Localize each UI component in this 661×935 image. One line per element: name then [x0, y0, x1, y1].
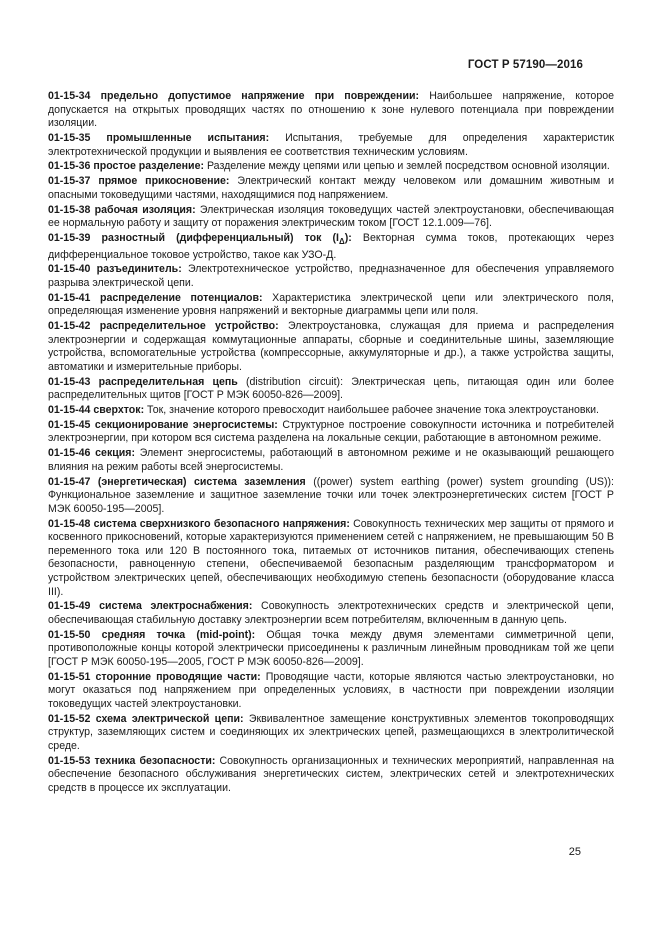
- term-entry: 01-15-53 техника безопасности: Совокупность организационных и технических мероприятий, направленная на обеспечение безопасного обслуживания энергетических систем, электрических сетей и электротехнических средств в процессе их эксплуатации.: [48, 754, 614, 794]
- term-number: 01-15-47: [48, 475, 91, 488]
- term-definition: Элемент энергосистемы, работающий в автономном режиме и не оказывающий решающего влияния на режим работы всей энергосистемы.: [48, 447, 614, 473]
- term-name: сторонние проводящие части: [95, 670, 258, 683]
- term-number: 01-15-39: [48, 231, 91, 244]
- term-number: 01-15-50: [48, 628, 91, 641]
- term-number: 01-15-42: [48, 320, 91, 333]
- term-number: 01-15-35: [48, 131, 91, 144]
- term-definition: Наибольшее напряжение, которое допускается на открытых проводящих частях по отношению к зоне нулевого потенциала при повреждении изоляции.: [48, 90, 614, 130]
- term-number: 01-15-48: [48, 517, 91, 530]
- term-number: 01-15-52: [48, 712, 91, 725]
- term-name: разъединитель: [96, 263, 179, 276]
- term-name: схема электрической цепи: [95, 712, 241, 725]
- term-entry: 01-15-42 распределительное устройство: Электроустановка, служащая для приема и распределения электроэнергии и содержащая коммутационные аппараты, сборные и соединительные шины, заземляющие устройства, вспомогательные устройства (компрессорные, аккумуляторные и др.), а также устройства защиты, автоматики и измерительные приборы.: [48, 320, 614, 373]
- term-definition: Электрический контакт между человеком или домашним животным и опасными токоведущими частями, находящимися под напряжением.: [48, 175, 614, 201]
- term-entry: [48, 476, 614, 517]
- term-name: простое разделение: [93, 160, 201, 173]
- term-name: система сверхнизкого безопасного напряжения: [93, 517, 347, 530]
- term-english-equivalent: (distribution circuit):: [245, 375, 352, 388]
- term-definition: Эквивалентное замещение конструктивных элементов токопроводящих структур, заземляющих систем и соединяющих их электрических цепей, размещающихся в электролитической среде.: [48, 712, 614, 752]
- term-number: 01-15-49: [48, 600, 91, 613]
- term-entry: 01-15-48 система сверхнизкого безопасного напряжения: Совокупность технических мер защиты от прямого и косвенного прикосновений, которые характеризуются применением сетей с напряжением, не превышающим 50 В переменного тока или 120 В постоянного тока, питаемых от источников питания, обеспечивающих степень безопасности, равноценную степени, обеспечиваемой безопасным разделяющим трансформатором и устройством электрических цепей, обеспечивающих необходимую степень безопасности (оборудование класса III).: [48, 517, 614, 598]
- term-number: 01-15-34: [48, 90, 91, 102]
- term-entry: 01-15-36 простое разделение: Разделение между цепями или цепью и землей посредством основной изоляции.: [48, 160, 610, 173]
- term-entry: 01-15-46 секция: Элемент энергосистемы, работающий в автономном режиме и не оказывающий решающего влияния на режим работы всей энергосистемы.: [48, 447, 614, 473]
- term-number: 01-15-51: [48, 670, 91, 683]
- term-definition: Совокупность электротехнических средств и электрической цепи, обеспечивающая стабильную доставку электроэнергии всем потребителям, включенным в данную цепь.: [48, 600, 614, 626]
- term-definition: Проводящие части, которые являются частью электроустановки, но могут оказаться под напряжением при определенных условиях, в частности при повреждении изоляции токоведущих частей электроустановки.: [48, 670, 614, 710]
- term-subscript: Δ: [338, 236, 345, 246]
- term-entry: 01-15-45 секционирование энергосистемы: Структурное построение совокупности источника и потребителей электроэнергии, при котором вся система разделена на локальные секции, работающие в автономном режиме.: [48, 418, 614, 445]
- term-entry: 01-15-35 промышленные испытания: Испытания, требуемые для определения характеристик электротехнической продукции и выявления ее соответствия техническим условиям.: [48, 131, 614, 158]
- term-entry: 01-15-39 разностный (дифференциальный) ток $(I_\Delta)$: Векторная сумма токов, протекающих через дифференциальное токовое устройство, такое как УЗО-Д.: [48, 231, 614, 261]
- term-definition: Электроустановка, служащая для приема и распределения электроэнергии и содержащая коммутационные аппараты, сборные и соединительные шины, заземляющие устройства, вспомогательные устройства (компрессорные, аккумуляторные и др.), а также устройства защиты, автоматики и измерительные приборы.: [48, 320, 614, 373]
- term-definition: Электротехническое устройство, предназначенное для обеспечения управляемого разрыва электрической цепи.: [48, 263, 614, 289]
- term-number: 01-15-43: [48, 375, 91, 388]
- term-number: 01-15-46: [48, 447, 91, 460]
- standard-header: ГОСТ Р 57190—2016: [467, 59, 583, 71]
- term-definition: Электрическая цепь, питающая один или более распределительных щитов [ГОСТ Р МЭК 60050-826—2009].: [48, 375, 614, 402]
- term-name: система электроснабжения: [99, 600, 249, 613]
- page-number: 25: [568, 846, 581, 858]
- term-definition: Характеристика электрической цепи или электрического поля, определяющая изменение уровня напряжений и векторные диаграммы цепи или поля.: [48, 291, 614, 318]
- term-entry: 01-15-40 разъединитель: Электротехническое устройство, предназначенное для обеспечения управляемого разрыва электрической цепи.: [48, 263, 614, 289]
- term-name: средняя точка (mid-point): [101, 628, 252, 641]
- term-entry: 01-15-51 сторонние проводящие части: Проводящие части, которые являются частью электроустановки, но могут оказаться под напряжением при определенных условиях, в частности при повреждении изоляции токоведущих частей электроустановки.: [48, 670, 614, 710]
- term-number: 01-15-38: [48, 203, 91, 216]
- term-name: секционирование энергосистемы: [94, 418, 275, 431]
- term-name: промышленные испытания: [106, 131, 266, 144]
- term-definition: Совокупность технических мер защиты от прямого и косвенного прикосновений, которые характеризуются применением сетей с напряжением, не превышающим 50 В переменного тока или 120 В постоянного тока, питаемых от источников питания, обеспечивающих степень безопасности, равноценную степени, обеспечиваемой безопасным разделяющим трансформатором и устройством электрических цепей, обеспечивающих необходимую степень безопасности (оборудование класса III).: [48, 517, 614, 598]
- term-entry: 01-15-34 предельно допустимое напряжение при повреждении: Наибольшее напряжение, которое допускается на открытых проводящих частях по отношению к зоне нулевого потенциала при повреждении изоляции.: [48, 90, 614, 130]
- term-definition: Испытания, требуемые для определения характеристик электротехнической продукции и выявления ее соответствия техническим условиям.: [48, 131, 614, 158]
- term-entry: 01-15-38 рабочая изоляция: Электрическая изоляция токоведущих частей электроустановки, обеспечивающая ее нормальную работу и защиту от поражения электрическим током [ГОСТ 12.1.009—76].: [48, 203, 614, 230]
- term-number: 01-15-36: [48, 160, 91, 173]
- term-name: рабочая изоляция: [94, 203, 193, 216]
- term-definition: Совокупность организационных и технических мероприятий, направленная на обеспечение безопасного обслуживания энергетических систем, электрических сетей и электротехнических средств в процессе их эксплуатации.: [48, 754, 614, 794]
- term-number: 01-15-44: [48, 404, 91, 417]
- term-name: сверхток: [93, 404, 141, 417]
- term-definition: Ток, значение которого превосходит наибольшее рабочее значение тока электроустановки.: [147, 404, 599, 417]
- term-name: (энергетическая) система заземления: [97, 475, 306, 488]
- term-english-equivalent: ((power) system earthing (power) system grounding (US)):: [313, 475, 614, 488]
- term-entry: 01-15-52 схема электрической цепи: Эквивалентное замещение конструктивных элементов токопроводящих структур, заземляющих систем и соединяющих их электрических цепей, размещающихся в электролитической среде.: [48, 712, 614, 752]
- term-name: техника безопасности: [94, 754, 212, 767]
- terms-list: [48, 90, 614, 797]
- term-name: распределительное устройство: [99, 320, 276, 333]
- term-name-end: ): [344, 231, 349, 244]
- term-definition: Функциональное заземление и защитное заземление точки или точек электроэнергетических систем [ГОСТ Р МЭК 60050-195—2005].: [48, 489, 614, 515]
- term-name: прямое прикосновение: [98, 175, 226, 188]
- term-definition: Общая точка между двумя элементами симметричной цепи, противоположные концы которой электрически присоединены к различным линейным проводникам той же цепи [ГОСТ Р МЭК 60050-195—2005, ГОСТ Р МЭК 60050-826—2009].: [48, 628, 614, 668]
- term-definition: Структурное построение совокупности источника и потребителей электроэнергии, при котором вся система разделена на локальные секции, работающие в автономном режиме.: [48, 418, 614, 445]
- term-definition: Электрическая изоляция токоведущих частей электроустановки, обеспечивающая ее нормальную работу и защиту от поражения электрическим током [ГОСТ 12.1.009—76].: [48, 203, 614, 230]
- term-name: разностный (дифференциальный) ток (I: [101, 231, 339, 244]
- term-definition: Разделение между цепями или цепью и землей посредством основной изоляции.: [206, 160, 610, 173]
- term-name: распределение потенциалов: [99, 291, 260, 304]
- term-number: 01-15-41: [48, 291, 91, 304]
- term-entry: [48, 376, 614, 403]
- term-number: 01-15-37: [48, 175, 91, 188]
- term-number: 01-15-45: [48, 418, 91, 431]
- term-number: 01-15-40: [48, 263, 91, 276]
- term-entry: 01-15-41 распределение потенциалов: Характеристика электрической цепи или электрического поля, определяющая изменение уровня напряжений и векторные диаграммы цепи или поля.: [48, 291, 614, 318]
- term-name: секция: [95, 447, 132, 460]
- term-number: 01-15-53: [48, 754, 91, 767]
- term-entry: 01-15-44 сверхток: Ток, значение которого превосходит наибольшее рабочее значение тока электроустановки.: [48, 404, 599, 417]
- term-name: предельно допустимое напряжение при повреждении: [100, 90, 416, 102]
- term-entry: 01-15-49 система электроснабжения: Совокупность электротехнических средств и электрической цепи, обеспечивающая стабильную доставку электроэнергии всем потребителям, включенным в данную цепь.: [48, 600, 614, 626]
- term-definition: Векторная сумма токов, протекающих через дифференциальное токовое устройство, такое как УЗО-Д.: [48, 231, 614, 261]
- term-entry: 01-15-37 прямое прикосновение: Электрический контакт между человеком или домашним животным и опасными токоведущими частями, находящимися под напряжением.: [48, 175, 614, 201]
- term-name: распределительная цепь: [98, 375, 238, 388]
- term-entry: 01-15-50 средняя точка (mid-point): Общая точка между двумя элементами симметричной цепи, противоположные концы которой электрически присоединены к различным линейным проводникам той же цепи [ГОСТ Р МЭК 60050-195—2005, ГОСТ Р МЭК 60050-826—2009].: [48, 628, 614, 668]
